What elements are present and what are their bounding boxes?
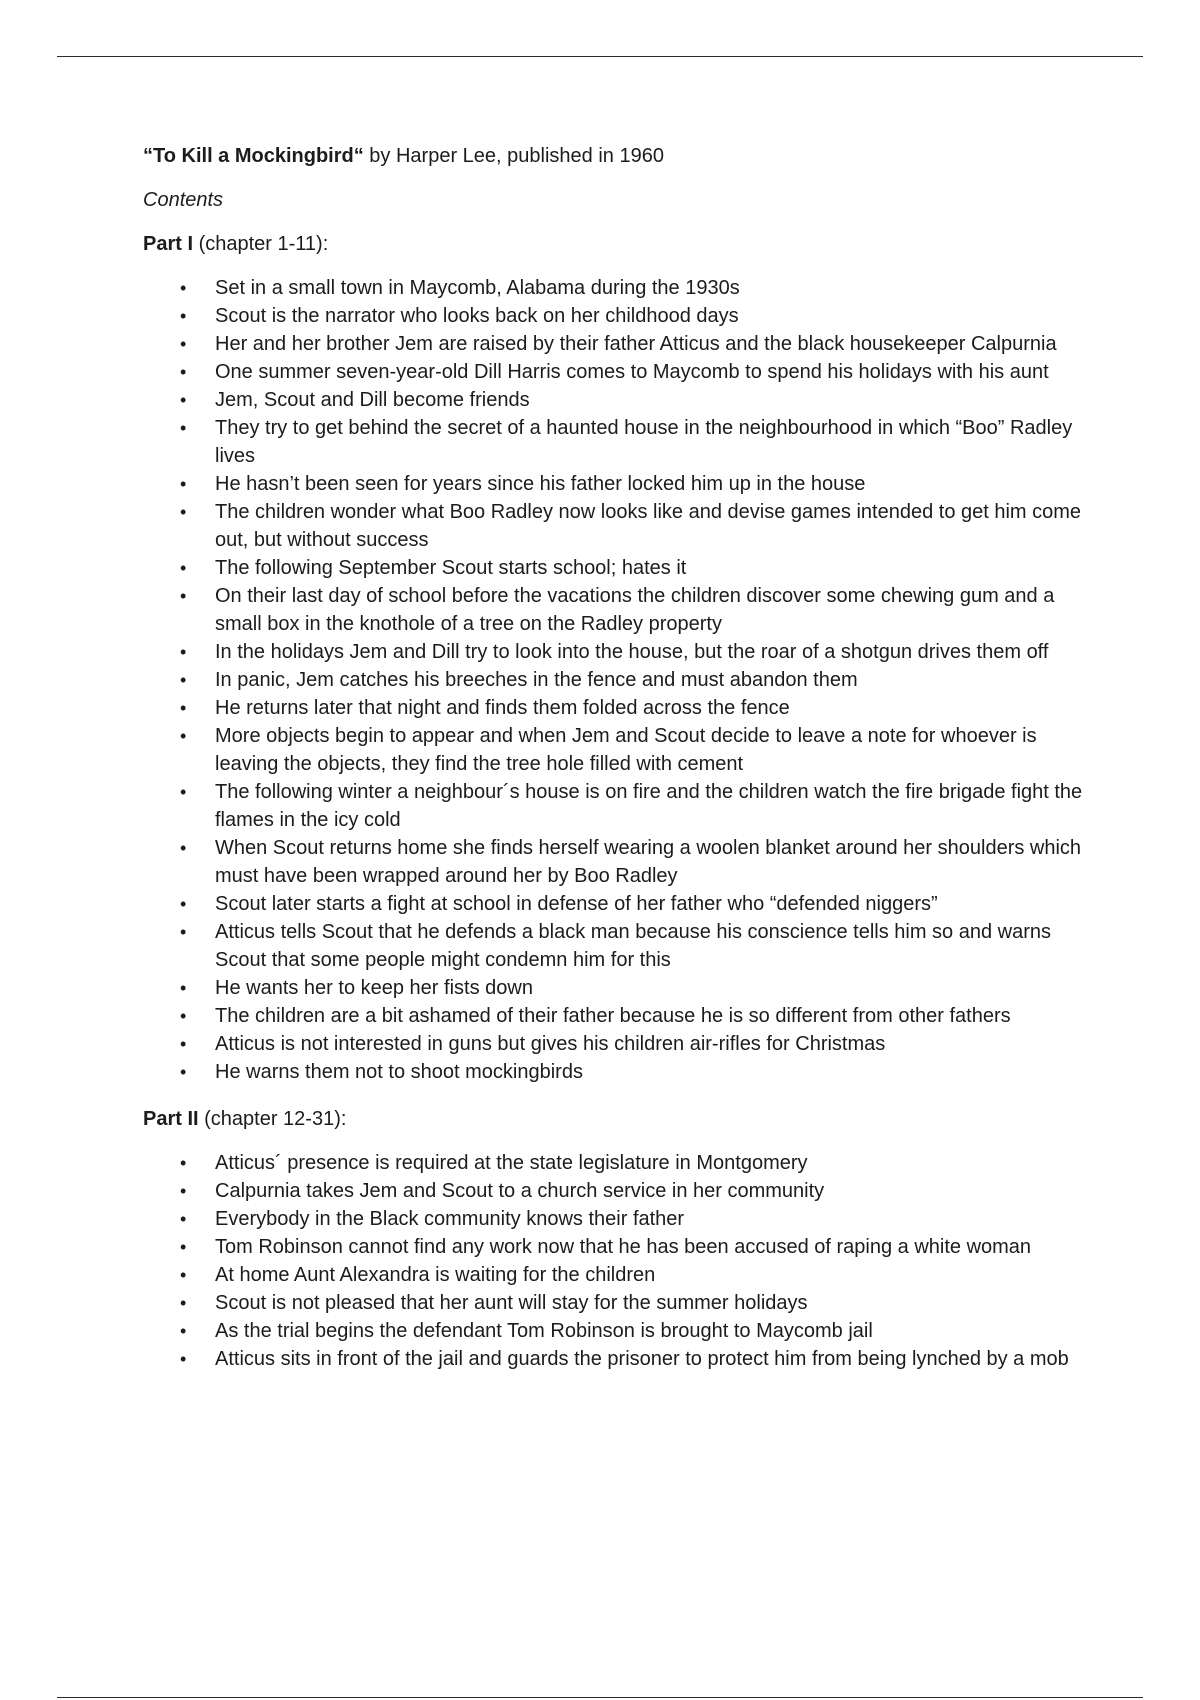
list-item-text: As the trial begins the defendant Tom Robinson is brought to Maycomb jail [215,1320,873,1342]
part-2-section [143,1105,1083,1373]
list-item-text: Atticus tells Scout that he defends a black man because his conscience tells him so and warns Scout that some people might condemn him for this [215,921,1052,971]
list-item [143,1177,1083,1205]
list-item-text: Atticus´ presence is required at the state legislature in Montgomery [215,1152,808,1174]
list-item-text: He hasn’t been seen for years since his father locked him up in the house [215,473,866,495]
list-item [143,554,1083,582]
part-2-label: Part II [143,1108,199,1130]
bullet-icon: • [180,474,187,494]
list-item [143,1317,1083,1345]
list-item [143,778,1083,834]
list-item-text: The following September Scout starts school; hates it [215,557,687,579]
part-1-list [143,274,1083,1086]
bullet-icon: • [180,418,187,438]
bullet-icon: • [180,502,187,522]
list-item [143,834,1083,890]
list-item [143,918,1083,974]
part-1-section [143,230,1083,1086]
bullet-icon: • [180,978,187,998]
bullet-icon: • [180,1321,187,1341]
list-item-text: Scout is not pleased that her aunt will stay for the summer holidays [215,1292,808,1314]
list-item [143,302,1083,330]
list-item [143,274,1083,302]
bottom-rule [57,1697,1143,1698]
list-item-text: Set in a small town in Maycomb, Alabama during the 1930s [215,277,740,299]
list-item [143,1205,1083,1233]
bullet-icon: • [180,1006,187,1026]
list-item [143,638,1083,666]
bullet-icon: • [180,1237,187,1257]
list-item-text: Atticus is not interested in guns but gives his children air-rifles for Christmas [215,1033,886,1055]
list-item [143,694,1083,722]
list-item-text: He warns them not to shoot mockingbirds [215,1061,583,1083]
list-item-text: On their last day of school before the vacations the children discover some chewing gum and a small box in the knothole of a tree on the Radley property [215,585,1055,635]
bullet-icon: • [180,306,187,326]
part-1-label: Part I [143,233,194,255]
list-item [143,974,1083,1002]
list-item [143,470,1083,498]
list-item-text: Tom Robinson cannot find any work now that he has been accused of raping a white woman [215,1236,1032,1258]
bullet-icon: • [180,1349,187,1369]
list-item [143,386,1083,414]
list-item [143,330,1083,358]
list-item [143,498,1083,554]
list-item-text: The children are a bit ashamed of their father because he is so different from other fathers [215,1005,1011,1027]
bullet-icon: • [180,838,187,858]
bullet-icon: • [180,698,187,718]
list-item-text: The children wonder what Boo Radley now looks like and devise games intended to get him come out, but without success [215,501,1082,551]
list-item-text: He returns later that night and finds them folded across the fence [215,697,790,719]
bullet-icon: • [180,726,187,746]
document-title [143,142,1083,170]
bullet-icon: • [180,922,187,942]
list-item-text: In panic, Jem catches his breeches in the fence and must abandon them [215,669,858,691]
list-item-text: Scout later starts a fight at school in defense of her father who “defended niggers” [215,893,938,915]
bullet-icon: • [180,1153,187,1173]
contents-label: Contents [143,189,224,211]
list-item-text: When Scout returns home she finds herself wearing a woolen blanket around her shoulders which must have been wrapped around her by Boo Radley [215,837,1082,887]
list-item [143,1261,1083,1289]
bullet-icon: • [180,334,187,354]
bullet-icon: • [180,642,187,662]
list-item [143,582,1083,638]
list-item-text: Scout is the narrator who looks back on her childhood days [215,305,739,327]
list-item-text: In the holidays Jem and Dill try to look into the house, but the roar of a shotgun drives them off [215,641,1049,663]
list-item [143,414,1083,470]
bullet-icon: • [180,390,187,410]
list-item [143,722,1083,778]
list-item [143,1149,1083,1177]
bullet-icon: • [180,1034,187,1054]
bullet-icon: • [180,1062,187,1082]
list-item-text: Everybody in the Black community knows their father [215,1208,685,1230]
list-item-text: One summer seven-year-old Dill Harris comes to Maycomb to spend his holidays with his aunt [215,361,1049,383]
list-item [143,666,1083,694]
bullet-icon: • [180,894,187,914]
bullet-icon: • [180,670,187,690]
list-item-text: Jem, Scout and Dill become friends [215,389,530,411]
list-item-text: More objects begin to appear and when Jem and Scout decide to leave a note for whoever is leaving the objects, they find the tree hole filled with cement [215,725,1037,775]
bullet-icon: • [180,1181,187,1201]
list-item [143,1058,1083,1086]
list-item-text: Calpurnia takes Jem and Scout to a church service in her community [215,1180,825,1202]
part-2-heading [143,1105,1083,1133]
bullet-icon: • [180,1265,187,1285]
list-item-text: Atticus sits in front of the jail and guards the prisoner to protect him from being lynched by a mob [215,1348,1069,1370]
part-2-list [143,1149,1083,1373]
list-item [143,1345,1083,1373]
bullet-icon: • [180,278,187,298]
book-byline: by Harper Lee, published in 1960 [363,145,664,167]
list-item [143,890,1083,918]
list-item [143,1002,1083,1030]
part-1-chapters: (chapter 1-11): [193,233,329,255]
list-item-text: Her and her brother Jem are raised by their father Atticus and the black housekeeper Calpurnia [215,333,1057,355]
document-body [143,142,1083,1389]
list-item-text: They try to get behind the secret of a haunted house in the neighbourhood in which “Boo” Radley lives [215,417,1073,467]
bullet-icon: • [180,558,187,578]
bullet-icon: • [180,362,187,382]
top-rule [57,56,1143,57]
list-item [143,1289,1083,1317]
part-1-heading [143,230,1083,258]
bullet-icon: • [180,1293,187,1313]
list-item [143,1030,1083,1058]
list-item-text: At home Aunt Alexandra is waiting for the children [215,1264,656,1286]
book-title: “To Kill a Mockingbird“ [143,145,364,167]
bullet-icon: • [180,1209,187,1229]
part-2-chapters: (chapter 12-31): [198,1108,347,1130]
list-item [143,1233,1083,1261]
bullet-icon: • [180,586,187,606]
list-item-text: He wants her to keep her fists down [215,977,533,999]
bullet-icon: • [180,782,187,802]
list-item-text: The following winter a neighbour´s house is on fire and the children watch the fire brigade fight the flames in the icy cold [215,781,1083,831]
list-item [143,358,1083,386]
